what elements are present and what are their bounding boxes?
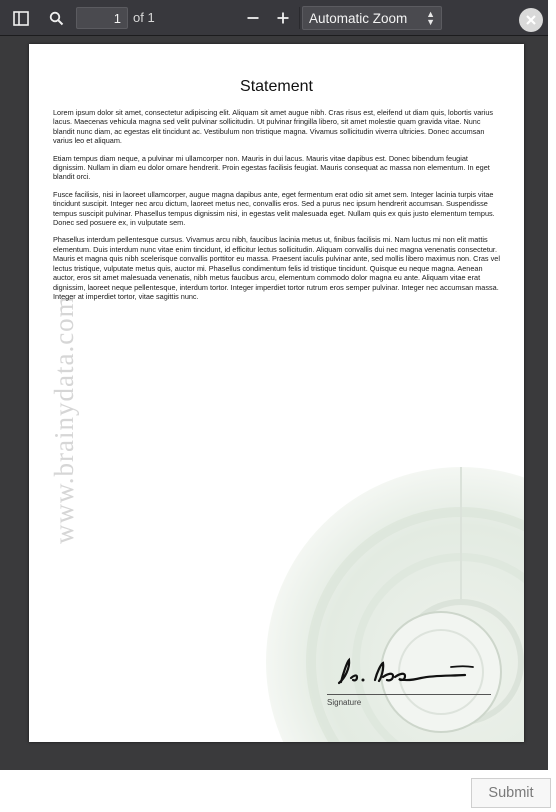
- search-icon: [49, 11, 64, 26]
- toolbar-separator: [299, 7, 300, 29]
- minus-icon: [247, 12, 259, 24]
- document-page: [29, 44, 524, 742]
- close-icon: [526, 15, 536, 25]
- signature-image: [331, 650, 491, 690]
- zoom-select[interactable]: [302, 6, 442, 30]
- chevron-updown-icon: ▲ ▼: [426, 9, 435, 27]
- zoom-select-value: Automatic Zoom: [309, 11, 408, 26]
- viewer-toolbar: [0, 0, 548, 36]
- paragraph: Lorem ipsum dolor sit amet, consectetur adipiscing elit. Aliquam sit amet augue nibh. Cras risus est, eleifend ut diam quis, lobortis varius lacus. Maecenas vehicula magna sed velit pulvinar sollicitudin. Ut pulvinar fringilla libero, sit amet molestie quam gravida vitae. Nunc blandit nunc diam, ac egestas elit tincidunt ac. Vestibulum non tristique magna. Vivamus sollicitudin viverra ultricies. Donec accumsan varius leo et aliquam.: [53, 108, 494, 146]
- page-number-input[interactable]: [76, 7, 128, 29]
- document-title: Statement: [240, 78, 313, 95]
- paragraph: Phasellus interdum pellentesque cursus. Vivamus arcu nibh, faucibus lacinia metus ut, finibus facilisis mi. Nam luctus mi non elit mattis elementum. Duis interdum nunc vitae enim tincidunt, id efficitur lectus sollicitudin. Aliquam convallis dui nec magna venenatis consectetur. Mauris et magna quis nibh scelerisque convallis porttitor eu massa. Praesent iaculis pulvinar ante, sed mollis libero maximus non. Cras vel lectus tristique, vulputate metus quis, auctor mi. Phasellus condimentum felis id tristique tincidunt. Quisque eu neque magna. Aenean auctor, eros sit amet malesuada venenatis, nibh metus faucibus arcu, elementum commodo dolor magna eu ante. Aliquam vitae erat dignissim, laoreet neque pellentesque, interdum tortor. Integer imperdiet tortor rutrum eros semper pulvinar. Integer nec accumsan massa. Integer at imperdiet tortor, vitae sagittis nunc.: [53, 235, 500, 301]
- page-count: of 1: [133, 10, 155, 25]
- sidebar-toggle-icon: [13, 11, 29, 26]
- signature-label: Signature: [327, 698, 362, 707]
- document-body: [53, 108, 501, 309]
- watermark: www.brainydata.com: [49, 295, 79, 544]
- submit-button[interactable]: Submit: [471, 778, 551, 808]
- find-button[interactable]: [43, 6, 69, 30]
- seal-graphic: [261, 462, 524, 742]
- plus-icon: [277, 12, 289, 24]
- paragraph: Fusce facilisis, nisi in laoreet ullamcorper, augue magna dapibus ante, eget fermentum erat odio sit amet sem. Integer lacinia turpis vitae tincidunt suscipit. Integer nec arcu dictum, laoreet metus nec, convallis eros. Sed a purus nec ipsum hendrerit accumsan. Suspendisse tempus suscipit pulvinar. Phasellus tempus dignissim nisi, in egestas velit malesuada eget. Nullam quis ex quis justo elementum tempus. Donec sed posuere ex, in vulputate sem.: [53, 189, 495, 228]
- zoom-in-button[interactable]: [270, 6, 296, 30]
- close-button[interactable]: [519, 8, 543, 32]
- signature-line: [327, 694, 491, 695]
- zoom-out-button[interactable]: [240, 6, 266, 30]
- sidebar-toggle-button[interactable]: [8, 6, 34, 30]
- paragraph: Etiam tempus diam neque, a pulvinar mi ullamcorper non. Mauris in dui lacus. Mauris vitae dapibus est. Donec bibendum feugiat dignissim. Nullam in diam eu dolor ornare hendrerit. Proin egestas facilisis feugiat. Mauris consequat ac massa non elementum. In eget blandit orci.: [53, 153, 490, 182]
